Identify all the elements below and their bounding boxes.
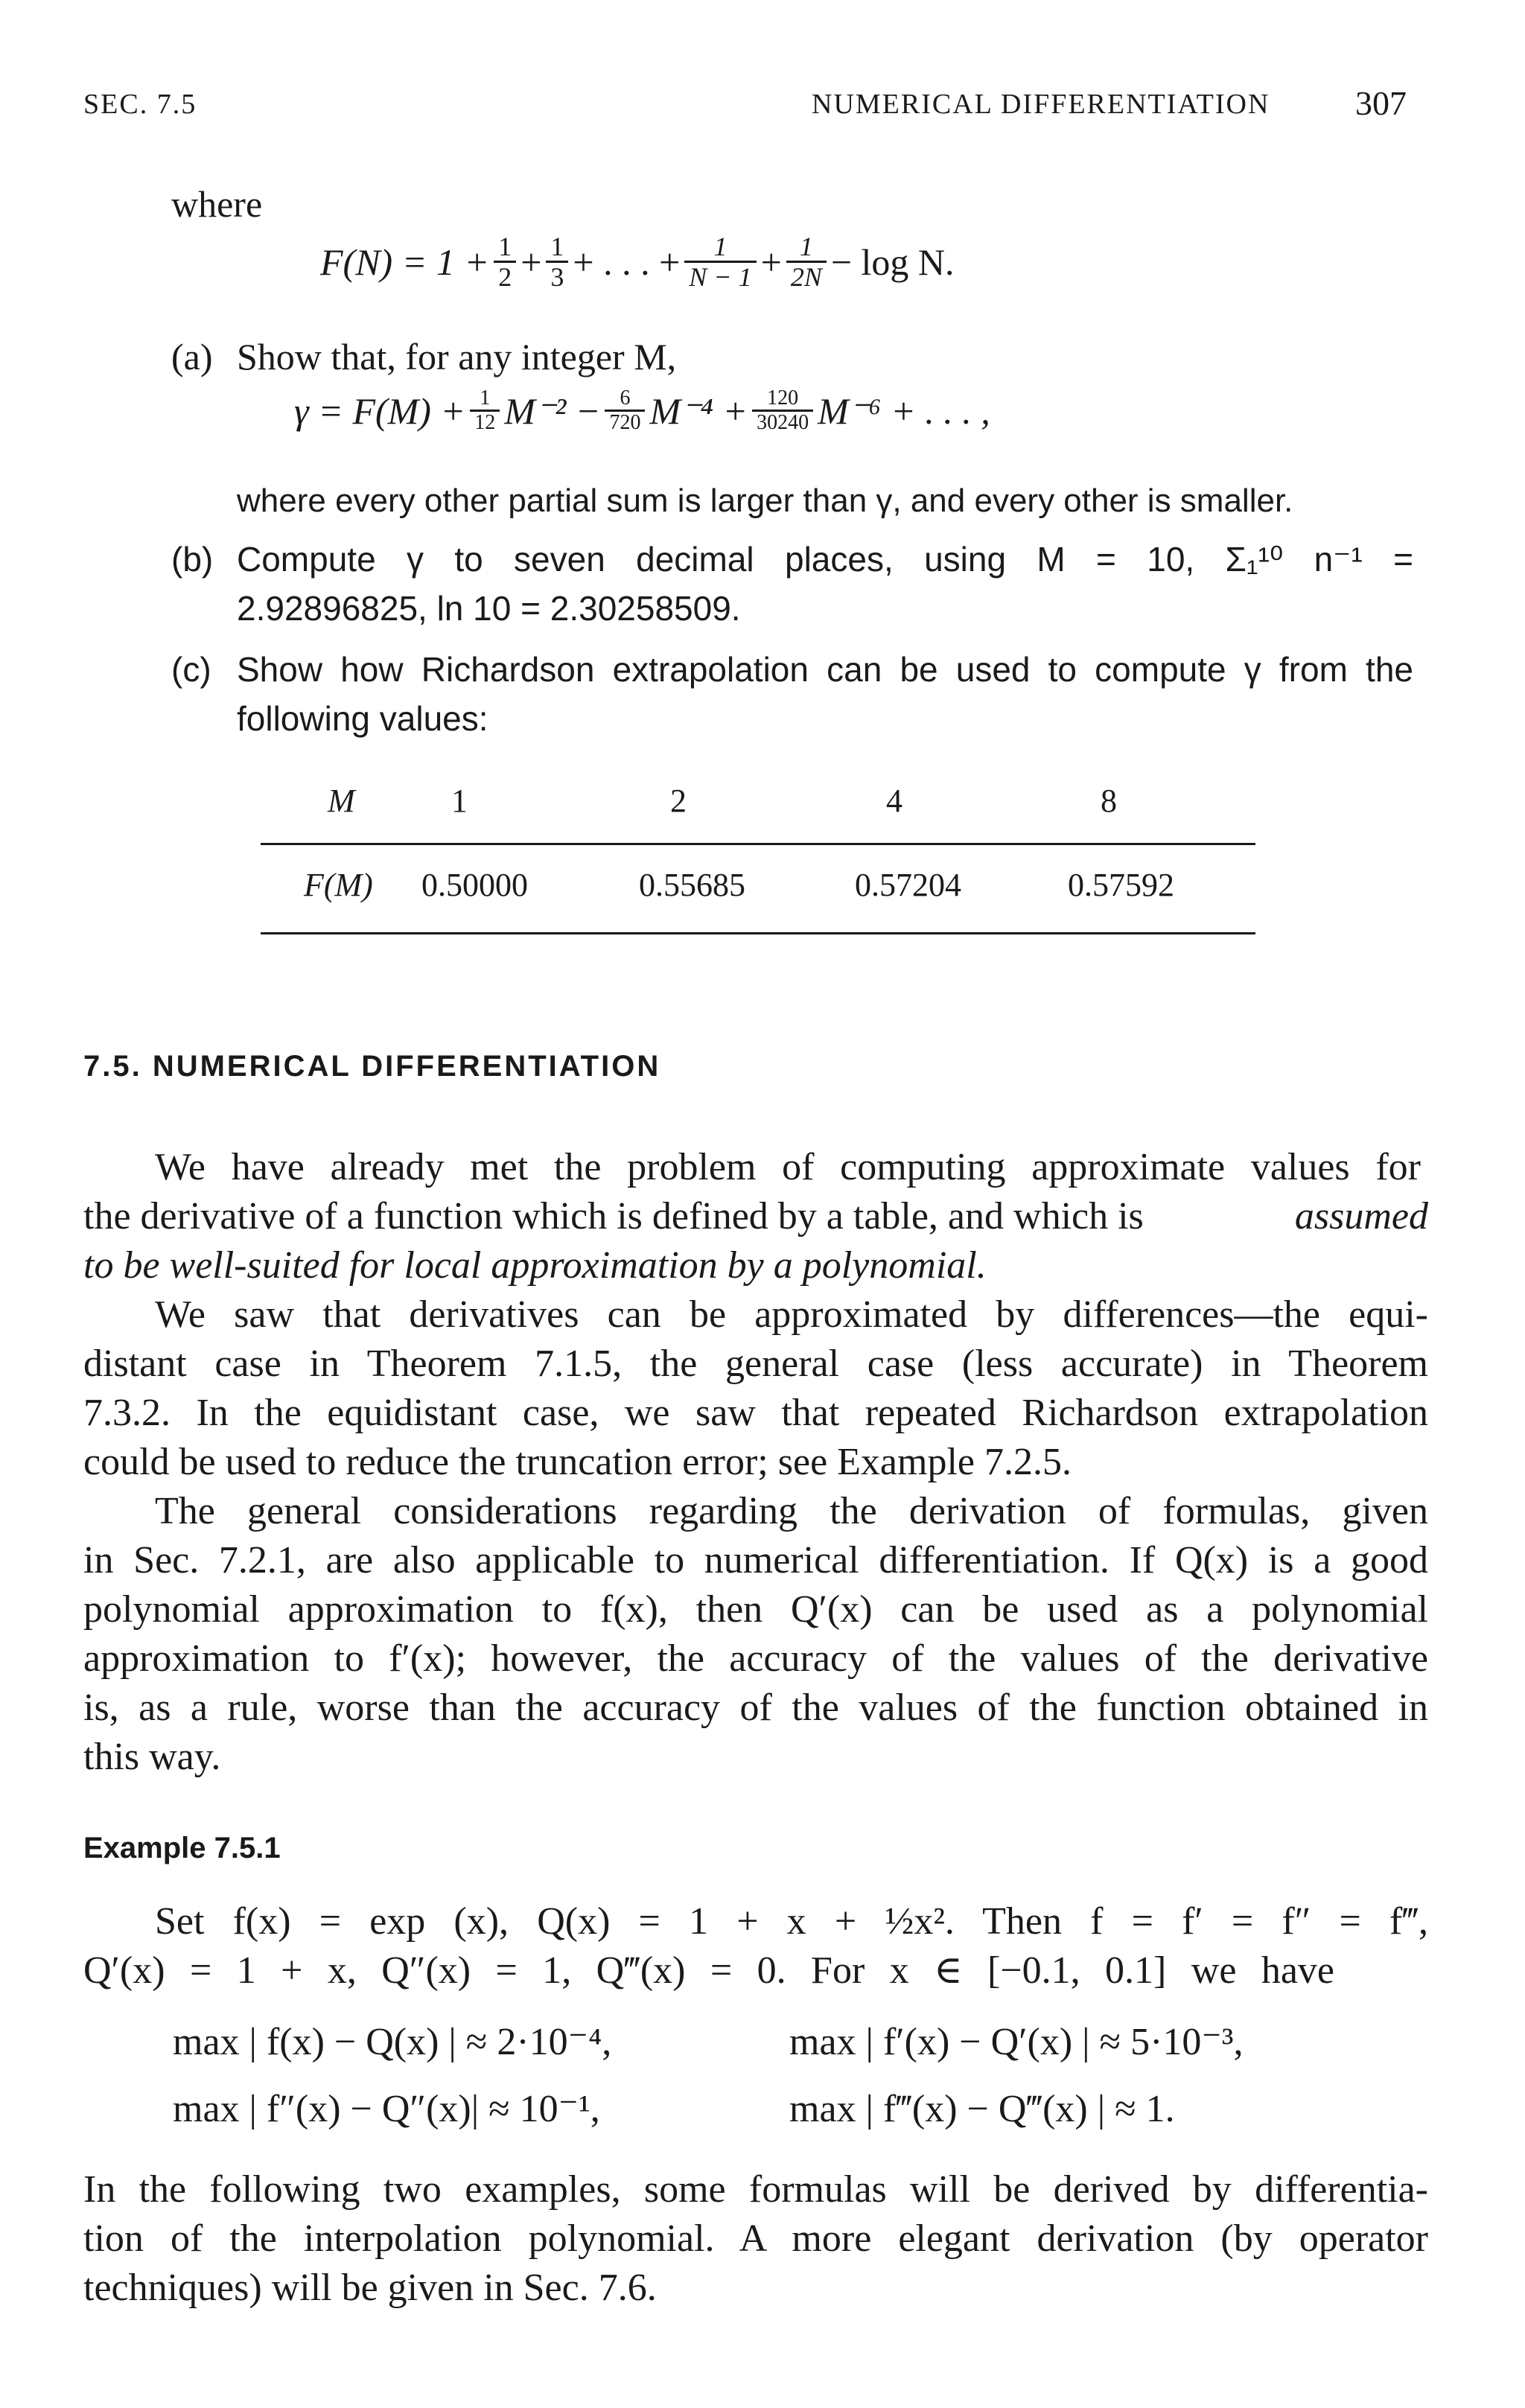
after-line-1: In the following two examples, some formulas will be derived by differentia- (83, 2168, 1428, 2211)
table-header-F: F(M) (304, 867, 373, 903)
num: 120 (752, 387, 813, 412)
p2-line-4: could be used to reduce the truncation error; see Example 7.2.5. (83, 1441, 1072, 1483)
part-b-label: (b) (171, 540, 214, 579)
section-heading: 7.5. NUMERICAL DIFFERENTIATION (83, 1050, 661, 1083)
part-b-line-1: Compute γ to seven decimal places, using M = 10, Σ₁¹⁰ n⁻¹ = (237, 540, 1413, 579)
part-c-line-2: following values: (237, 699, 488, 738)
example-line-2: Q′(x) = 1 + x, Q″(x) = 1, Q‴(x) = 0. For x ∈ [−0.1, 0.1] we have (83, 1949, 1334, 1992)
p3-line-1: The general considerations regarding the derivation of formulas, given (155, 1490, 1428, 1532)
den: 3 (550, 262, 564, 292)
table-f-cell: 0.55685 (639, 867, 745, 903)
num: 1 (494, 232, 516, 263)
frac-1-2N (786, 232, 827, 291)
after-line-2: tion of the interpolation polynomial. A more elegant derivation (by operator (83, 2217, 1428, 2260)
num: 1 (546, 232, 568, 263)
den: 12 (474, 411, 496, 434)
frac-6-720 (605, 387, 645, 434)
p3-line-5: is, as a rule, worse than the accuracy of the values of the function obtained in (83, 1686, 1428, 1729)
fn-dots: + . . . + (573, 241, 681, 283)
p2-line-3: 7.3.2. In the equidistant case, we saw that repeated Richardson extrapolation (83, 1392, 1428, 1434)
part-a-label: (a) (171, 336, 213, 378)
p3-line-4: approximation to f′(x); however, the accuracy of the values of the derivative (83, 1637, 1428, 1680)
den: 30240 (757, 411, 809, 434)
den: 2 (498, 262, 512, 292)
den: N − 1 (689, 262, 752, 292)
gamma-term-3: M⁻⁶ + . . . , (818, 389, 990, 432)
after-line-3: techniques) will be given in Sec. 7.6. (83, 2267, 657, 2309)
example-max-3: max | f″(x) − Q″(x)| ≈ 10⁻¹, (173, 2088, 600, 2130)
p3-line-2: in Sec. 7.2.1, are also applicable to numerical differentiation. If Q(x) is a good (83, 1539, 1428, 1582)
formula-gamma (294, 387, 990, 434)
example-heading: Example 7.5.1 (83, 1832, 281, 1864)
table-f-cell: 0.50000 (421, 867, 528, 903)
p3-line-6: this way. (83, 1736, 221, 1778)
part-c-line-1: Show how Richardson extrapolation can be used to compute γ from the (237, 650, 1413, 689)
fn-tail: − log N. (830, 241, 955, 283)
den: 2N (790, 262, 822, 292)
p2-line-2: distant case in Theorem 7.1.5, the general case (less accurate) in Theorem (83, 1342, 1428, 1385)
p1-line-2 (83, 1192, 1428, 1241)
num: 1 (786, 232, 827, 263)
frac-1-12 (470, 387, 500, 434)
part-b-line-2: 2.92896825, ln 10 = 2.30258509. (237, 589, 741, 628)
example-max-2: max | f′(x) − Q′(x) | ≈ 5·10⁻³, (789, 2021, 1244, 2063)
example-max-1: max | f(x) − Q(x) | ≈ 2·10⁻⁴, (173, 2021, 612, 2063)
p1-line-3: to be well-suited for local approximation by a polynomial. (83, 1244, 987, 1287)
example-line-1: Set f(x) = exp (x), Q(x) = 1 + x + ½x². Then f = f′ = f″ = f‴, (155, 1900, 1428, 1943)
num: 6 (605, 387, 645, 412)
running-title: NUMERICAL DIFFERENTIATION (812, 89, 1270, 120)
gamma-term-2: M⁻⁴ + (649, 389, 748, 432)
page-number: 307 (1355, 84, 1407, 122)
table-m-cell: 8 (1101, 783, 1117, 819)
table-m-cell: 1 (451, 783, 468, 819)
p2-line-1: We saw that derivatives can be approximated by differences—the equi- (155, 1293, 1428, 1336)
where-label: where (171, 183, 263, 225)
p1-line-1: We have already met the problem of computing approximate values for (155, 1146, 1421, 1188)
num: 1 (470, 387, 500, 412)
part-a-note: where every other partial sum is larger than γ, and every other is smaller. (237, 482, 1293, 519)
p3-line-3: polynomial approximation to f(x), then Q′(x) can be used as a polynomial (83, 1588, 1428, 1631)
gamma-lhs: γ = F(M) + (294, 389, 466, 432)
part-c-label: (c) (171, 650, 211, 689)
p1-line-2-emph: assumed (1294, 1195, 1428, 1238)
gamma-term-1: M⁻² − (504, 389, 601, 432)
frac-120-30240 (752, 387, 813, 434)
table-m-cell: 2 (670, 783, 687, 819)
frac-1-N-1 (684, 232, 756, 291)
p1-line-2-text: the derivative of a function which is defined by a table, and which is (83, 1195, 1144, 1238)
table-f-cell: 0.57592 (1068, 867, 1174, 903)
table-rule-middle (261, 843, 1255, 845)
table-rule-bottom (261, 932, 1255, 934)
num: 1 (684, 232, 756, 263)
formula-F-N: F(N) = 1 + $\frac{1}{2}$ + $\frac{1}{3}$ + . . . + $\frac{1}{N - 1}$ + $\frac{1}{2N}$ − log N. (320, 232, 955, 292)
example-max-4: max | f‴(x) − Q‴(x) | ≈ 1. (789, 2088, 1175, 2130)
frac-1-2 (494, 232, 516, 291)
part-a-text: Show that, for any integer M, (237, 336, 677, 378)
section-label: SEC. 7.5 (83, 89, 197, 120)
table-m-cell: 4 (886, 783, 902, 819)
frac-1-3 (546, 232, 568, 291)
table-f-cell: 0.57204 (855, 867, 961, 903)
fn-lhs: F(N) = 1 + (320, 241, 490, 283)
den: 720 (609, 411, 641, 434)
table-header-M: M (328, 783, 355, 819)
